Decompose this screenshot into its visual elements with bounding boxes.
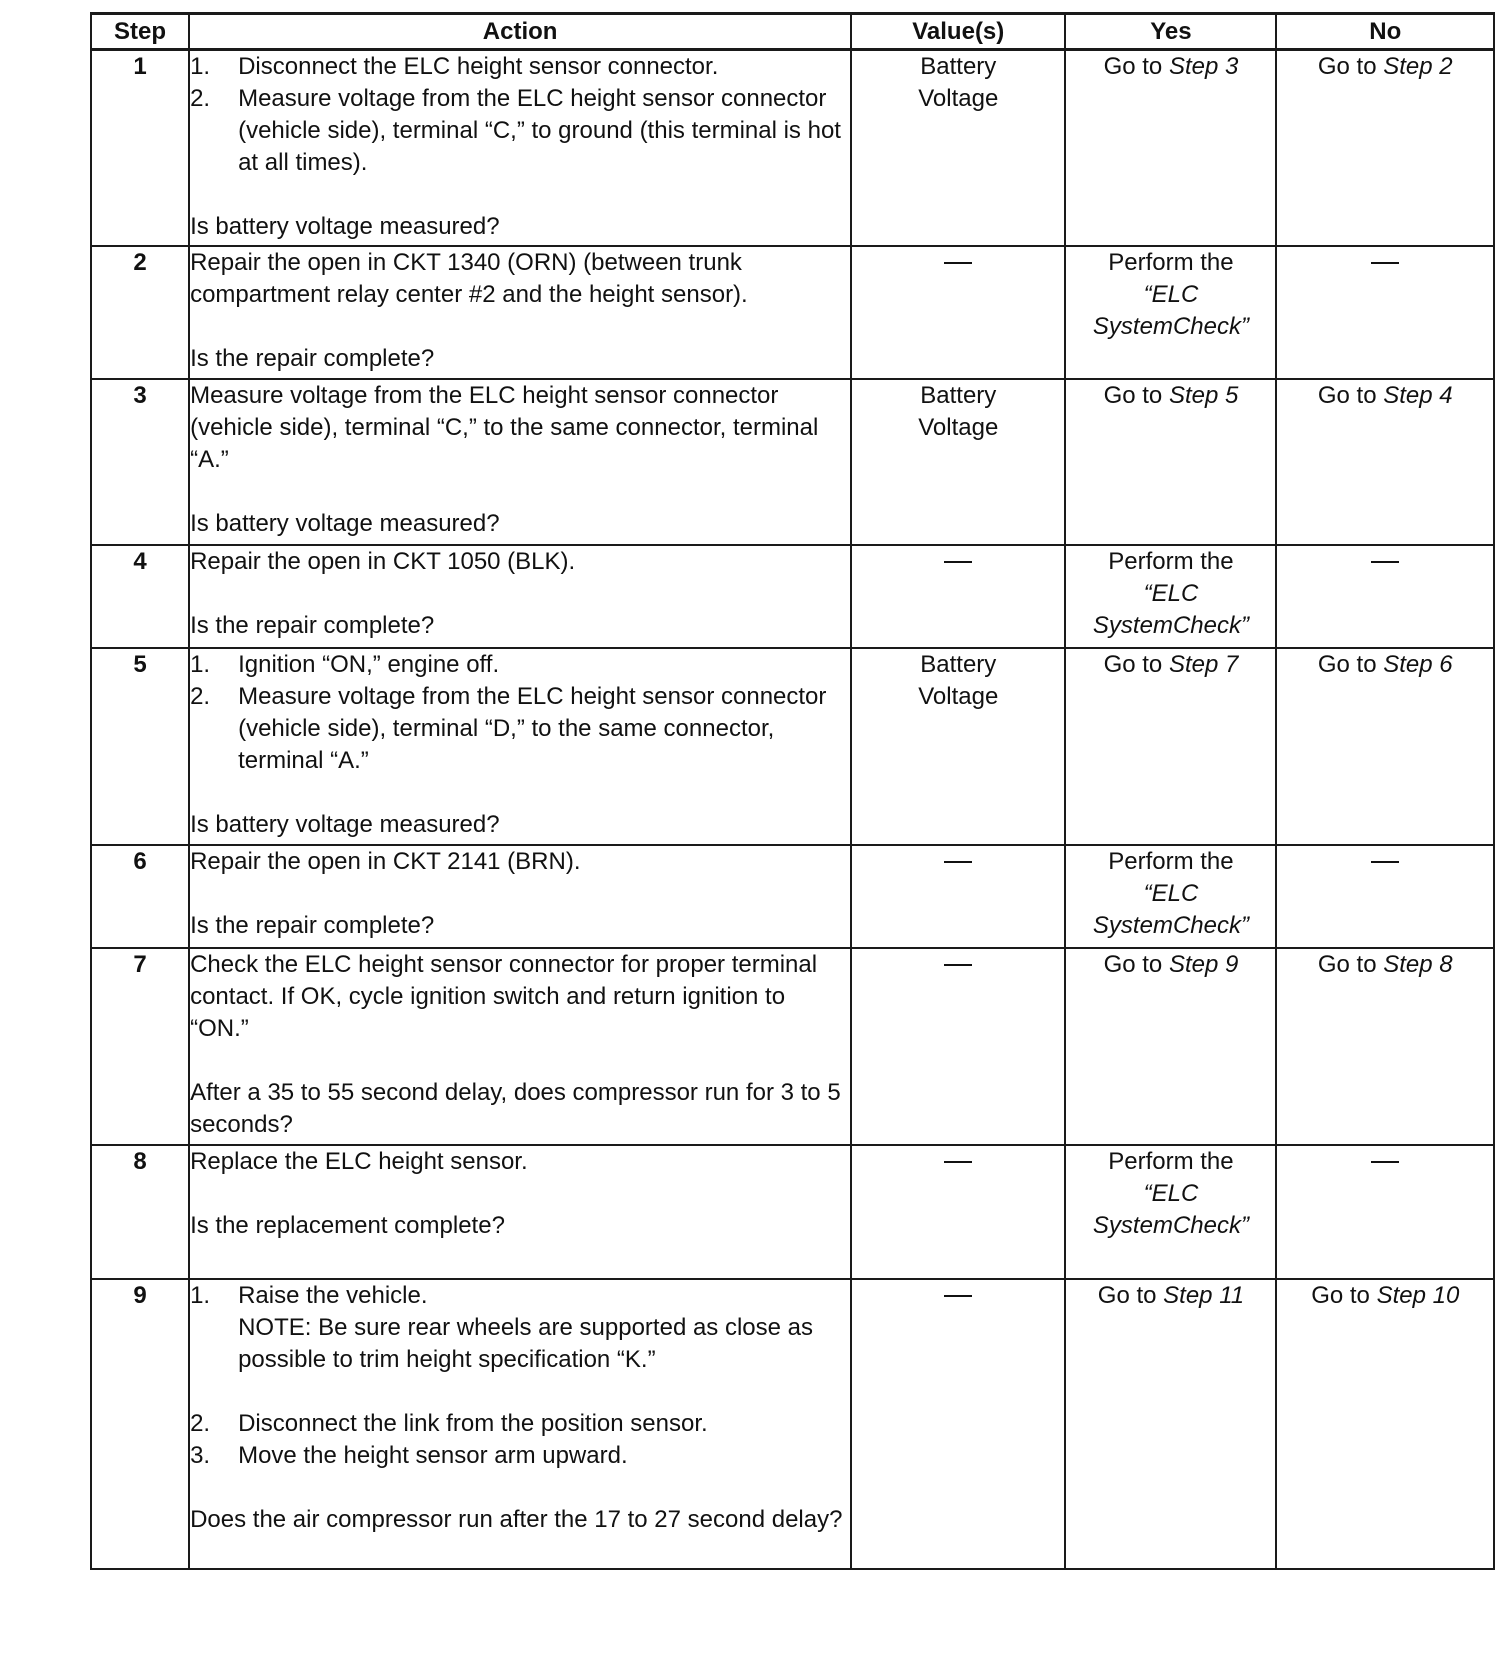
item-number: 2. [190, 85, 211, 112]
value-cell [851, 379, 1065, 545]
step-number: 5 [91, 648, 189, 845]
note-text: NOTE: Be sure rear wheels are supported as close as possible to trim height specification “K.” [238, 1313, 814, 1373]
value-cell [851, 648, 1065, 845]
dash-mark [1371, 1161, 1399, 1163]
header-row [91, 14, 1494, 50]
value-voltage: Voltage [918, 413, 999, 441]
action-cell [189, 845, 851, 948]
action-cell [189, 1279, 851, 1569]
action-cell [189, 246, 851, 379]
goto-step-link: Step 9 [1168, 950, 1239, 978]
perform-line-2: “ELC System [1092, 280, 1199, 340]
action-text: Repair the open in CKT 1340 (ORN) (between trunk compartment relay center #2 and the height sensor). [190, 248, 748, 308]
action-cell [189, 1145, 851, 1279]
perform-line-2: “ELC System [1092, 1179, 1199, 1239]
value-voltage: Voltage [918, 682, 999, 710]
step-number: 4 [91, 545, 189, 648]
dash-mark [944, 1161, 972, 1163]
value-cell [851, 545, 1065, 648]
table-row-step-9 [91, 1279, 1494, 1569]
perform-line-3: Check” [1172, 611, 1249, 639]
no-cell [1276, 948, 1494, 1145]
item-text: Disconnect the link from the position sensor. [238, 1409, 708, 1437]
action-cell [189, 379, 851, 545]
no-cell [1276, 1279, 1494, 1569]
no-cell [1276, 545, 1494, 648]
item-number: 3. [190, 1441, 211, 1469]
value-cell [851, 1145, 1065, 1279]
item-number: 2. [190, 1409, 211, 1437]
perform-line-3: Check” [1172, 911, 1249, 939]
step-number: 9 [91, 1279, 189, 1569]
no-cell [1276, 1145, 1494, 1279]
question-text: After a 35 to 55 second delay, does compressor run for 3 to 5 seconds? [190, 1078, 841, 1138]
yes-cell [1065, 845, 1276, 948]
question-text: Is the repair complete? [190, 911, 435, 939]
goto-prefix: Go to [1317, 53, 1384, 80]
value-cell [851, 246, 1065, 379]
question-text: Is the repair complete? [190, 611, 435, 639]
action-cell [189, 50, 851, 246]
item-number: 1. [190, 650, 211, 678]
dash-mark [944, 1295, 972, 1297]
value-voltage: Voltage [918, 85, 999, 112]
goto-prefix: Go to [1317, 950, 1384, 978]
dash-mark [944, 262, 972, 264]
goto-step-link: Step 4 [1383, 381, 1453, 409]
table-row-step-5 [91, 648, 1494, 845]
perform-line-3: Check” [1172, 312, 1249, 340]
action-text: Repair the open in CKT 1050 (BLK). [190, 547, 576, 575]
value-battery: Battery [920, 650, 997, 678]
value-battery: Battery [920, 53, 997, 80]
question-text: Does the air compressor run after the 17 to 27 second delay? [190, 1505, 843, 1533]
no-cell [1276, 845, 1494, 948]
dash-mark [1371, 561, 1399, 563]
dash-mark [944, 861, 972, 863]
goto-step-link: Step 7 [1168, 650, 1239, 678]
item-text: Ignition “ON,” engine off. [238, 650, 500, 678]
table-row-step-2 [91, 246, 1494, 379]
table-row-step-1 [91, 50, 1494, 246]
action-text: Replace the ELC height sensor. [190, 1147, 528, 1175]
item-number: 2. [190, 682, 211, 710]
table-row-step-7 [91, 948, 1494, 1145]
goto-prefix: Go to [1097, 1281, 1164, 1309]
goto-prefix: Go to [1103, 381, 1169, 409]
yes-cell [1065, 50, 1276, 246]
goto-prefix: Go to [1311, 1281, 1377, 1309]
header-step: Step [91, 14, 189, 50]
yes-cell [1065, 648, 1276, 845]
dash-mark [1371, 861, 1399, 863]
question-text: Is battery voltage measured? [190, 213, 500, 240]
step-number: 7 [91, 948, 189, 1145]
value-cell [851, 948, 1065, 1145]
question-text: Is the replacement complete? [190, 1211, 505, 1239]
no-cell [1276, 379, 1494, 545]
no-cell [1276, 648, 1494, 845]
yes-cell [1065, 948, 1276, 1145]
action-cell [189, 648, 851, 845]
goto-step-link: Step 2 [1383, 53, 1453, 80]
step-number: 3 [91, 379, 189, 545]
goto-step-link: Step 11 [1163, 1281, 1245, 1309]
step-number: 2 [91, 246, 189, 379]
item-text: Move the height sensor arm upward. [238, 1441, 628, 1469]
goto-prefix: Go to [1317, 381, 1384, 409]
question-text: Is the repair complete? [190, 344, 435, 372]
item-text: Measure voltage from the ELC height sensor connector (vehicle side), terminal “D,” to the same connector, terminal “A.” [238, 682, 827, 774]
perform-line-3: Check” [1172, 1211, 1249, 1239]
diagnostic-table [90, 12, 1495, 1570]
action-cell [189, 948, 851, 1145]
step-number: 6 [91, 845, 189, 948]
goto-step-link: Step 10 [1376, 1281, 1460, 1309]
perform-line-1: Perform the [1108, 248, 1234, 276]
step-number: 1 [91, 50, 189, 246]
yes-cell [1065, 246, 1276, 379]
yes-cell [1065, 545, 1276, 648]
header-values: Value(s) [851, 14, 1065, 50]
item-number: 1. [190, 1281, 211, 1309]
perform-line-2: “ELC System [1092, 579, 1199, 639]
perform-line-1: Perform the [1108, 1147, 1234, 1175]
header-yes: Yes [1065, 14, 1276, 50]
goto-step-link: Step 5 [1168, 381, 1239, 409]
goto-step-link: Step 8 [1383, 950, 1453, 978]
perform-line-1: Perform the [1108, 847, 1234, 875]
item-text: Disconnect the ELC height sensor connector. [238, 53, 719, 80]
goto-prefix: Go to [1317, 650, 1384, 678]
action-text: Measure voltage from the ELC height sensor connector (vehicle side), terminal “C,” to the same connector, terminal “A.” [190, 381, 819, 473]
goto-prefix: Go to [1103, 53, 1169, 80]
goto-step-link: Step 3 [1168, 53, 1239, 80]
action-cell [189, 545, 851, 648]
dash-mark [944, 561, 972, 563]
goto-prefix: Go to [1103, 650, 1169, 678]
goto-step-link: Step 6 [1383, 650, 1453, 678]
action-text: Check the ELC height sensor connector for proper terminal contact. If OK, cycle ignition switch and return ignition to “ON.” [190, 950, 818, 1042]
no-cell [1276, 50, 1494, 246]
dash-mark [1371, 262, 1399, 264]
yes-cell [1065, 1279, 1276, 1569]
table-row-step-6 [91, 845, 1494, 948]
perform-line-2: “ELC System [1092, 879, 1199, 939]
yes-cell [1065, 1145, 1276, 1279]
question-text: Is battery voltage measured? [190, 509, 500, 537]
goto-prefix: Go to [1103, 950, 1169, 978]
perform-line-1: Perform the [1108, 547, 1234, 575]
value-battery: Battery [920, 381, 997, 409]
item-text: Measure voltage from the ELC height sensor connector (vehicle side), terminal “C,” to ground (this terminal is hot at all times). [238, 85, 841, 176]
step-number: 8 [91, 1145, 189, 1279]
value-cell [851, 50, 1065, 246]
table-row-step-3 [91, 379, 1494, 545]
header-no: No [1276, 14, 1494, 50]
dash-mark [944, 964, 972, 966]
yes-cell [1065, 379, 1276, 545]
item-text: Raise the vehicle. [238, 1281, 428, 1309]
value-cell [851, 845, 1065, 948]
table-row-step-4 [91, 545, 1494, 648]
header-action: Action [189, 14, 851, 50]
table-row-step-8 [91, 1145, 1494, 1279]
no-cell [1276, 246, 1494, 379]
value-cell [851, 1279, 1065, 1569]
item-number: 1. [190, 53, 211, 80]
question-text: Is battery voltage measured? [190, 810, 500, 838]
action-text: Repair the open in CKT 2141 (BRN). [190, 847, 581, 875]
